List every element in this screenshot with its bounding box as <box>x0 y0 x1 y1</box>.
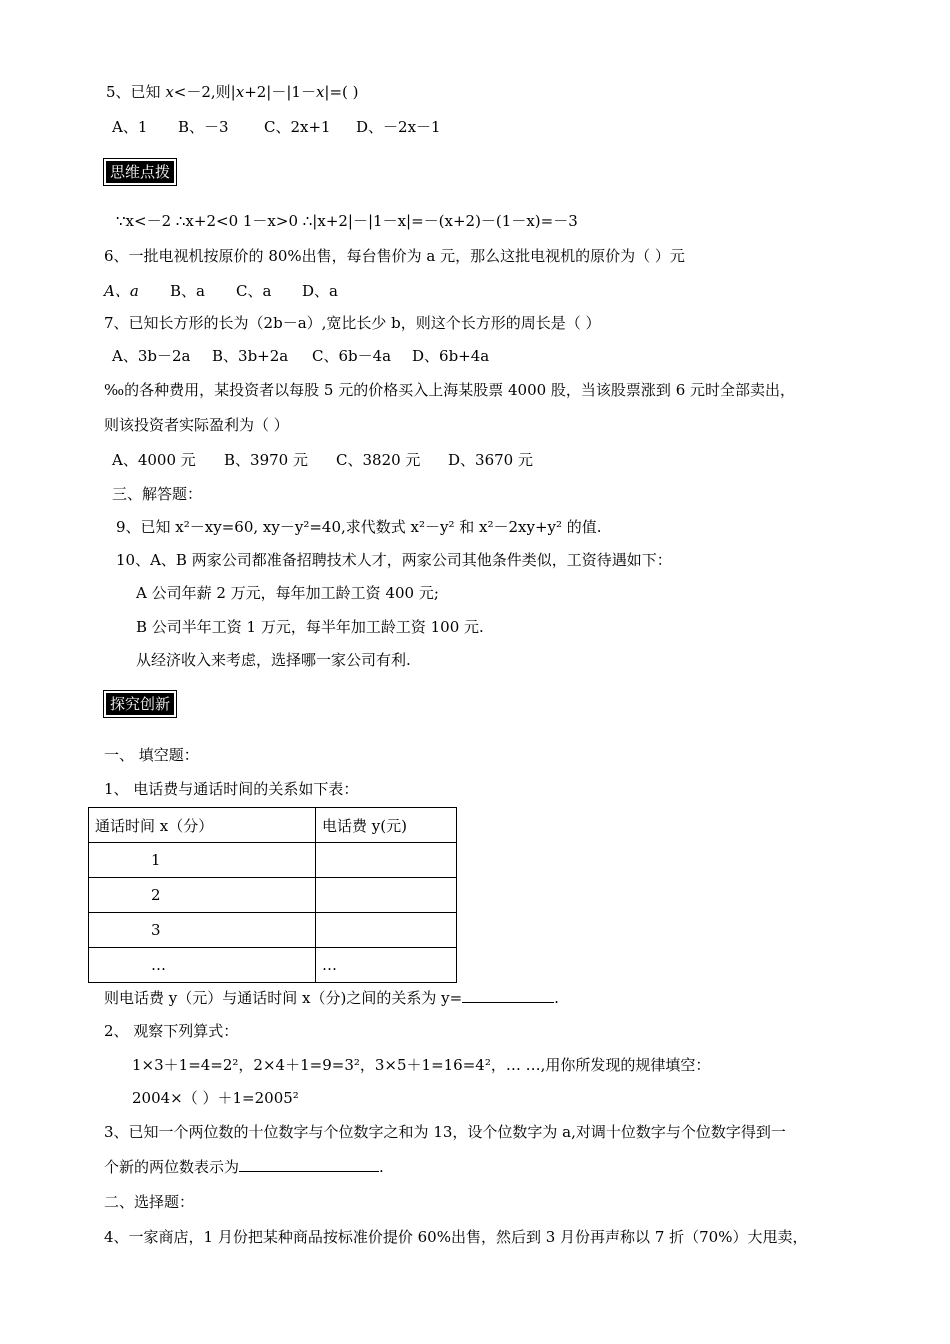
table-row <box>89 913 457 948</box>
q5-stem-part: +2|－|1－ <box>244 83 316 101</box>
table-cell: … <box>89 948 316 983</box>
e3-line2-text: 个新的两位数表示为 <box>104 1158 240 1176</box>
q8-line2: 则该投资者实际盈利为（ ） <box>104 416 289 434</box>
q8-option-d: D、3670 元 <box>448 451 533 469</box>
table-cell: 3 <box>89 913 316 948</box>
q9-text: 9、已知 x²－xy=60, xy－y²=40,求代数式 x²－y² 和 x²－2xy+y² 的值. <box>116 518 602 536</box>
e4-stem: 4、一家商店，1 月份把某种商品按标准价提价 60%出售，然后到 3 月份再声称以 7 折（70%）大甩卖， <box>104 1228 808 1246</box>
q5-option-a: A、1 <box>112 118 148 136</box>
e3-line1: 3、已知一个两位数的十位数字与个位数字之和为 13，设个位数字为 a,对调十位数字与个位数字得到一 <box>104 1123 786 1141</box>
q5-options <box>112 117 441 137</box>
answer-blank[interactable] <box>239 1157 379 1172</box>
e1-stem: 1、 电话费与通话时间的关系如下表： <box>104 780 359 798</box>
q7-option-b: B、3b+2a <box>212 347 289 365</box>
table-cell <box>316 878 457 913</box>
table-cell: 2 <box>89 878 316 913</box>
q5-stem <box>106 82 359 102</box>
table-header-time: 通话时间 x（分） <box>89 808 316 843</box>
q5-option-c: C、2x+1 <box>264 118 331 136</box>
q10-line2: A 公司年薪 2 万元，每年加工龄工资 400 元; <box>136 584 439 602</box>
hint-text: ∵x<－2 ∴x+2<0 1－x>0 ∴|x+2|－|1－x|=－(x+2)－(1－x)=－3 <box>116 212 578 230</box>
q5-stem-part: |=( ) <box>324 83 359 101</box>
q5-option-b: B、－3 <box>178 118 229 136</box>
part3-title: 三、解答题： <box>112 485 203 503</box>
choice-title: 二、选择题： <box>104 1193 195 1211</box>
q8-line1: ‰的各种费用，某投资者以每股 5 元的价格买入上海某股票 4000 股，当该股票涨到 6 元时全部卖出， <box>104 381 796 399</box>
e2-line1: 1×3＋1=4=2²，2×4＋1=9=3²，3×5＋1=16=4²，… …,用你所发现的规律填空： <box>132 1056 711 1074</box>
q8-option-b: B、3970 元 <box>224 451 308 469</box>
e1-after <box>104 988 559 1008</box>
q5-var: x <box>165 83 174 101</box>
q7-options <box>112 346 489 366</box>
table-header-fee: 电话费 y(元) <box>316 808 457 843</box>
table-row <box>89 948 457 983</box>
e1-after-text: 则电话费 y（元）与通话时间 x（分)之间的关系为 y= <box>104 989 463 1007</box>
q5-var: x <box>315 83 325 101</box>
e2-line2: 2004×（ ）＋1=2005² <box>132 1089 299 1107</box>
phone-fee-table <box>88 807 457 983</box>
answer-blank[interactable] <box>462 988 554 1003</box>
q5-stem-part: 5、已知 <box>106 83 166 101</box>
q8-option-a: A、4000 元 <box>112 451 196 469</box>
q10-line4: 从经济收入来考虑，选择哪一家公司有利. <box>136 651 411 669</box>
e3-line2 <box>104 1157 384 1177</box>
q6-option-d: D、a <box>302 282 338 300</box>
q5-var: x <box>235 83 245 101</box>
e1-after-end: . <box>554 989 559 1007</box>
table-cell <box>316 913 457 948</box>
q6-stem: 6、一批电视机按原价的 80%出售，每台售价为 a 元，那么这批电视机的原价为（ ）元 <box>104 247 685 265</box>
e3-line2-end: . <box>379 1158 384 1176</box>
table-cell: … <box>316 948 457 983</box>
q8-option-c: C、3820 元 <box>336 451 421 469</box>
table-header-row <box>89 808 457 843</box>
table-row <box>89 878 457 913</box>
table-cell: 1 <box>89 843 316 878</box>
section-label-explore: 探究创新 <box>106 693 174 715</box>
q6-option-a: A、a <box>104 282 139 300</box>
e2-stem: 2、 观察下列算式： <box>104 1022 239 1040</box>
q7-option-d: D、6b+4a <box>412 347 490 365</box>
q5-stem-part: <－2,则| <box>173 83 236 101</box>
q8-options <box>112 450 533 470</box>
q10-line3: B 公司半年工资 1 万元，每半年加工龄工资 100 元. <box>136 618 484 636</box>
q6-option-b: B、a <box>170 282 205 300</box>
section-label-thinking: 思维点拨 <box>106 161 174 183</box>
table-cell <box>316 843 457 878</box>
fill-title: 一、 填空题： <box>104 746 199 764</box>
q5-option-d: D、－2x－1 <box>356 118 441 136</box>
table-row <box>89 843 457 878</box>
q7-option-a: A、3b－2a <box>112 347 191 365</box>
q6-options <box>104 281 338 301</box>
q10-line1: 10、A、B 两家公司都准备招聘技术人才，两家公司其他条件类似，工资待遇如下： <box>116 551 672 569</box>
q7-stem: 7、已知长方形的长为（2b－a）,宽比长少 b，则这个长方形的周长是（ ） <box>104 314 601 332</box>
q7-option-c: C、6b－4a <box>312 347 392 365</box>
q6-option-c: C、a <box>236 282 272 300</box>
